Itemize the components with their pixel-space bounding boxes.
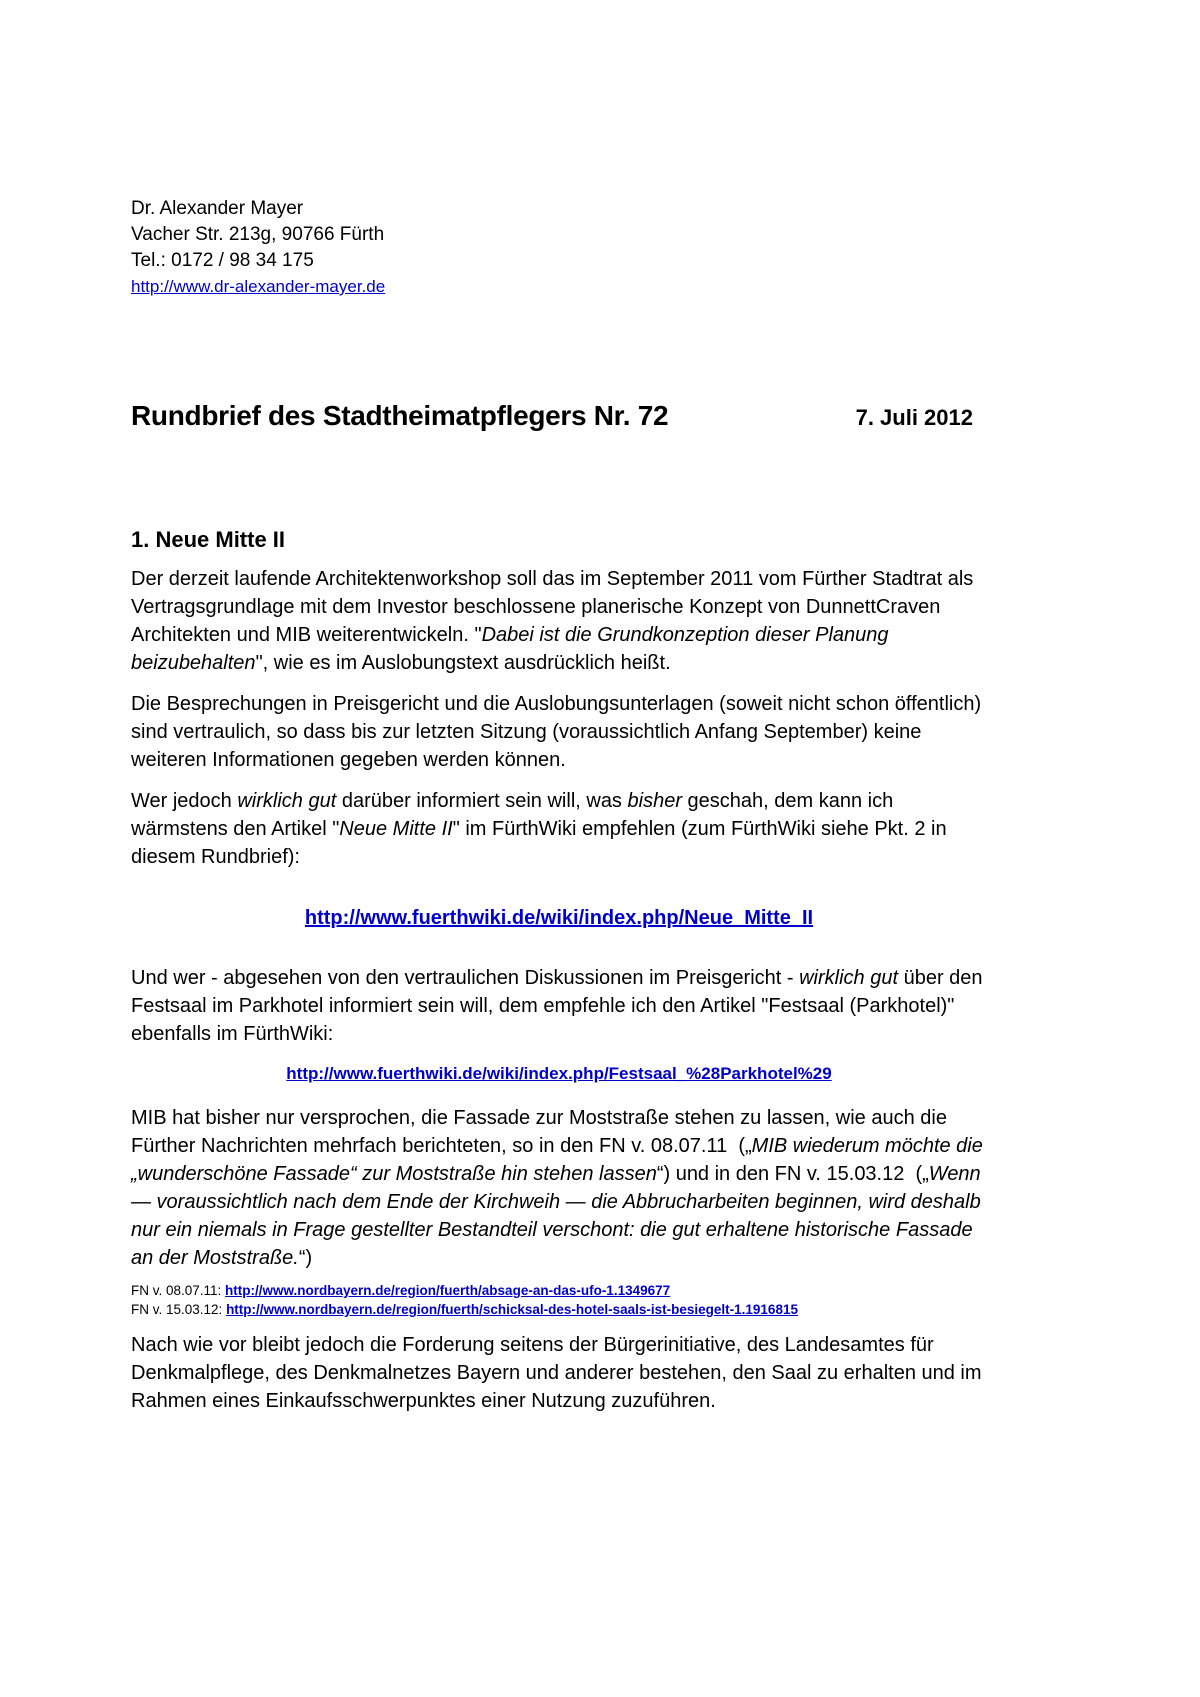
newsletter-title-row	[131, 400, 987, 432]
footnote-label: FN v. 08.07.11:	[131, 1283, 226, 1298]
sender-header	[131, 196, 987, 300]
link-row-neue-mitte	[131, 907, 987, 930]
author-address: Vacher Str. 213g, 90766 Fürth	[131, 224, 385, 245]
author-website-link[interactable]: http://www.dr-alexander-mayer.de	[131, 277, 386, 296]
paragraph-vertraulich: Die Besprechungen in Preisgericht und die Auslobungsunterlagen (soweit nicht schon öffentlich) sind vertraulich, so dass bis zur letzten Sitzung (voraussichtlich Anfang September) keine weiteren Informationen gegeben werden können.	[131, 693, 982, 771]
section-heading: 1. Neue Mitte II	[131, 527, 286, 552]
author-phone: Tel.: 0172 / 98 34 175	[131, 250, 314, 271]
paragraph-festsaal-empfehlung: Und wer - abgesehen von den vertraulichen Diskussionen im Preisgericht - wirklich gut über den Festsaal im Parkhotel informiert sein will, dem empfehle ich den Artikel "Festsaal (Parkhotel)" ebenfalls im FürthWiki:	[131, 967, 983, 1045]
footnote-row	[131, 1281, 987, 1300]
link-row-festsaal	[131, 1064, 987, 1084]
paragraph-fuerthwiki-empfehlung: Wer jedoch wirklich gut darüber informiert sein will, was bisher geschah, dem kann ich wärmstens den Artikel "Neue Mitte II" im FürthWiki empfehlen (zum FürthWiki siehe Pkt. 2 in diesem Rundbrief):	[131, 790, 947, 868]
fuerthwiki-festsaal-link[interactable]: http://www.fuerthwiki.de/wiki/index.php/Festsaal_%28Parkhotel%29	[286, 1064, 832, 1083]
footnote-row	[131, 1300, 987, 1319]
newsletter-title: Rundbrief des Stadtheimatpflegers Nr. 72	[131, 400, 669, 431]
paragraph-workshop: Der derzeit laufende Architektenworkshop soll das im September 2011 vom Fürther Stadtrat als Vertragsgrundlage mit dem Investor beschlossene planerische Konzept von DunnettCraven Architekten und MIB weiterentwickeln. "Dabei ist die Grundkonzeption dieser Planung beizubehalten", wie es im Auslobungstext ausdrücklich heißt.	[131, 568, 974, 674]
nordbayern-absage-ufo-link[interactable]: http://www.nordbayern.de/region/fuerth/absage-an-das-ufo-1.1349677	[225, 1283, 671, 1298]
footnote-label: FN v. 15.03.12:	[131, 1302, 227, 1317]
author-name: Dr. Alexander Mayer	[131, 198, 304, 219]
footnotes	[131, 1281, 987, 1319]
paragraph-forderung: Nach wie vor bleibt jedoch die Forderung seitens der Bürgerinitiative, des Landesamtes für Denkmalpflege, des Denkmalnetzes Bayern und anderer bestehen, den Saal zu erhalten und im Rahmen eines Einkaufsschwerpunktes einer Nutzung zuzuführen.	[131, 1334, 982, 1412]
newsletter-date: 7. Juli 2012	[855, 405, 973, 430]
paragraph-mib-fassade: MIB hat bisher nur versprochen, die Fassade zur Moststraße stehen zu lassen, wie auch die Fürther Nachrichten mehrfach berichteten, so in den FN v. 08.07.11 („MIB wiederum möchte die „wunderschöne Fassade“ zur Moststraße hin stehen lassen“) und in den FN v. 15.03.12 („Wenn — voraussichtlich nach dem Ende der Kirchweih — die Abbrucharbeiten beginnen, wird deshalb nur ein niemals in Frage gestellter Bestandteil verschont: die gut erhaltene historische Fassade an der Moststraße.“)	[131, 1107, 983, 1269]
nordbayern-schicksal-hotel-saal-link[interactable]: http://www.nordbayern.de/region/fuerth/schicksal-des-hotel-saals-ist-besiegelt-1.1916815	[226, 1302, 798, 1317]
document-page	[131, 0, 987, 1415]
fuerthwiki-neue-mitte-link[interactable]: http://www.fuerthwiki.de/wiki/index.php/Neue_Mitte_II	[304, 907, 814, 929]
